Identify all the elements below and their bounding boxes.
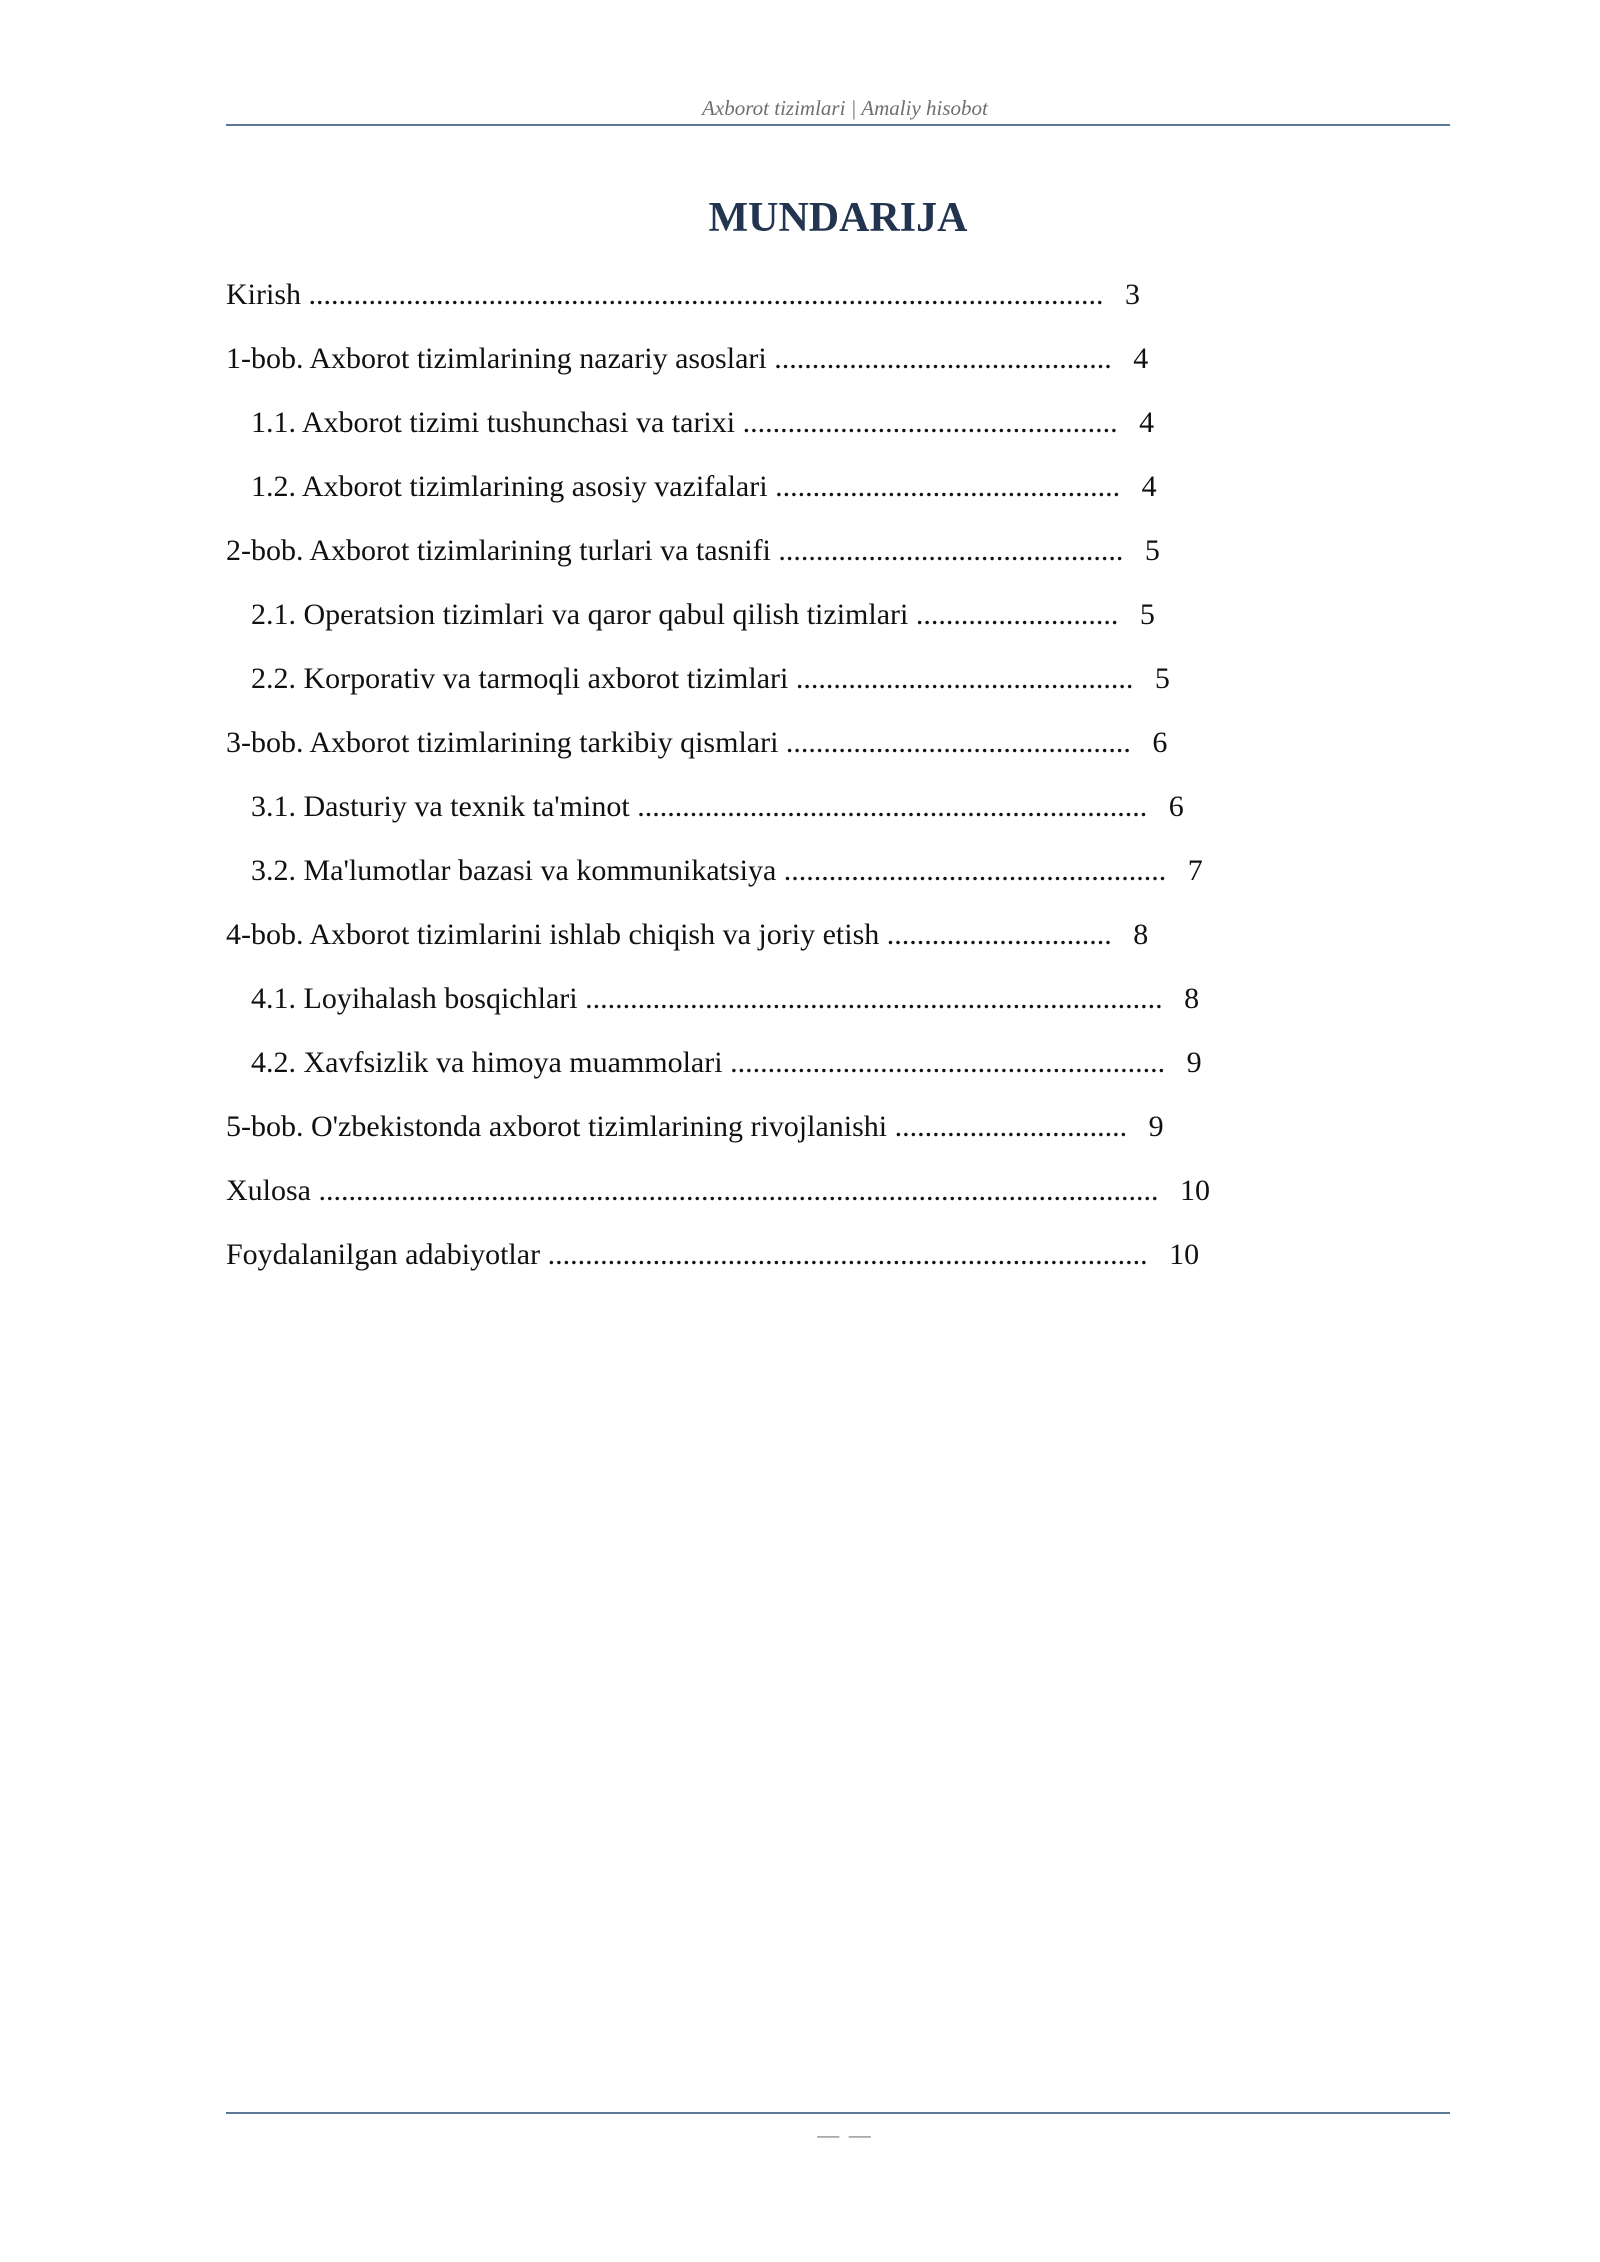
toc-entry-dots: .......................................................... (730, 1046, 1166, 1079)
toc-entry-label: 1.1. Axborot tizimi tushunchasi va tarixi (251, 406, 736, 439)
toc-entry[interactable] (226, 1232, 1376, 1296)
toc-entry-page: 10 (1180, 1174, 1210, 1207)
toc-entry-label: 4-bob. Axborot tizimlarini ishlab chiqish va joriy etish (226, 918, 880, 951)
toc-entry-page: 5 (1144, 534, 1160, 567)
toc-entry-page: 9 (1186, 1046, 1202, 1079)
toc-entry-page: 3 (1125, 278, 1140, 311)
toc-entry-dots: .............................................. (778, 534, 1124, 567)
toc-subentry[interactable] (226, 784, 1376, 848)
toc-entry[interactable] (226, 272, 1376, 336)
toc-entry-dots: ................................................... (783, 854, 1167, 887)
toc-entry-dots: ............................... (894, 1110, 1128, 1143)
toc-subentry[interactable] (226, 400, 1376, 464)
toc-entry-dots: .............................................. (775, 470, 1121, 503)
toc-subentry[interactable] (226, 848, 1376, 912)
toc-entry-label: 1-bob. Axborot tizimlarining nazariy asoslari (226, 342, 767, 375)
toc-entry-page: 8 (1133, 918, 1149, 951)
toc-entry-page: 8 (1184, 982, 1200, 1015)
toc-entry-dots: ........................... (915, 598, 1119, 631)
toc-entry-label: 2-bob. Axborot tizimlarining turlari va tasnifi (226, 534, 771, 567)
toc-entry-page: 6 (1152, 726, 1168, 759)
toc-entry-label: 3.2. Ma'lumotlar bazasi va kommunikatsiya (251, 854, 777, 887)
page-header (226, 92, 1450, 126)
toc-entry-page: 7 (1187, 854, 1203, 887)
toc-entry-page: 6 (1168, 790, 1184, 823)
footer-text: — — (817, 2122, 873, 2147)
toc-entry-page: 4 (1133, 342, 1149, 375)
toc-entry-dots: .......................................................................................................... (308, 278, 1104, 311)
toc-subentry[interactable] (226, 656, 1376, 720)
toc-entry-label: Kirish (226, 278, 301, 311)
toc-entry-label: Foydalanilgan adabiyotlar (226, 1238, 541, 1271)
toc-entry-page: 5 (1139, 598, 1155, 631)
toc-subentry[interactable] (226, 592, 1376, 656)
toc-entry-dots: ............................................. (774, 342, 1112, 375)
toc-entry-label: Xulosa (226, 1174, 311, 1207)
toc-entry-dots: ................................................................................................................ (318, 1174, 1159, 1207)
toc-entry[interactable] (226, 720, 1376, 784)
toc-subentry[interactable] (226, 976, 1376, 1040)
toc-entry-label: 3.1. Dasturiy va texnik ta'minot (251, 790, 630, 823)
toc-entry-label: 2.1. Operatsion tizimlari va qaror qabul qilish tizimlari (251, 598, 909, 631)
running-header-text: Axborot tizimlari | Amaliy hisobot (702, 96, 988, 120)
toc-entry-dots: .................................................. (742, 406, 1118, 439)
toc-entry-page: 4 (1141, 470, 1157, 503)
toc-entry-label: 2.2. Korporativ va tarmoqli axborot tizimlari (251, 662, 789, 695)
toc-entry[interactable] (226, 1104, 1376, 1168)
toc-entry-dots: .............................................. (785, 726, 1131, 759)
toc-entry-page: 4 (1139, 406, 1155, 439)
toc-entry-dots: ............................................................................. (585, 982, 1163, 1015)
toc-entry-page: 5 (1154, 662, 1170, 695)
toc-subentry[interactable] (226, 1040, 1376, 1104)
toc-subentry[interactable] (226, 464, 1376, 528)
toc-entry-label: 4.1. Loyihalash bosqichlari (251, 982, 578, 1015)
page-footer (226, 2112, 1450, 2148)
toc-entry-page: 10 (1169, 1238, 1200, 1271)
toc-entry-dots: .............................. (886, 918, 1112, 951)
toc-entry-label: 1.2. Axborot tizimlarining asosiy vazifalari (251, 470, 768, 503)
toc-entry[interactable] (226, 912, 1376, 976)
toc-entry-label: 5-bob. O'zbekistonda axborot tizimlarining rivojlanishi (226, 1110, 888, 1143)
toc-entry-dots: ............................................. (795, 662, 1134, 695)
table-of-contents (226, 272, 1376, 1296)
toc-title: MUNDARIJA (708, 195, 968, 241)
toc-entry-label: 3-bob. Axborot tizimlarining tarkibiy qismlari (226, 726, 779, 759)
toc-entry-dots: .................................................................... (637, 790, 1148, 823)
toc-entry[interactable] (226, 336, 1376, 400)
toc-entry-page: 9 (1148, 1110, 1164, 1143)
toc-entry[interactable] (226, 528, 1376, 592)
toc-entry[interactable] (226, 1168, 1376, 1232)
toc-entry-label: 4.2. Xavfsizlik va himoya muammolari (251, 1046, 723, 1079)
toc-entry-dots: ................................................................................ (547, 1238, 1148, 1271)
